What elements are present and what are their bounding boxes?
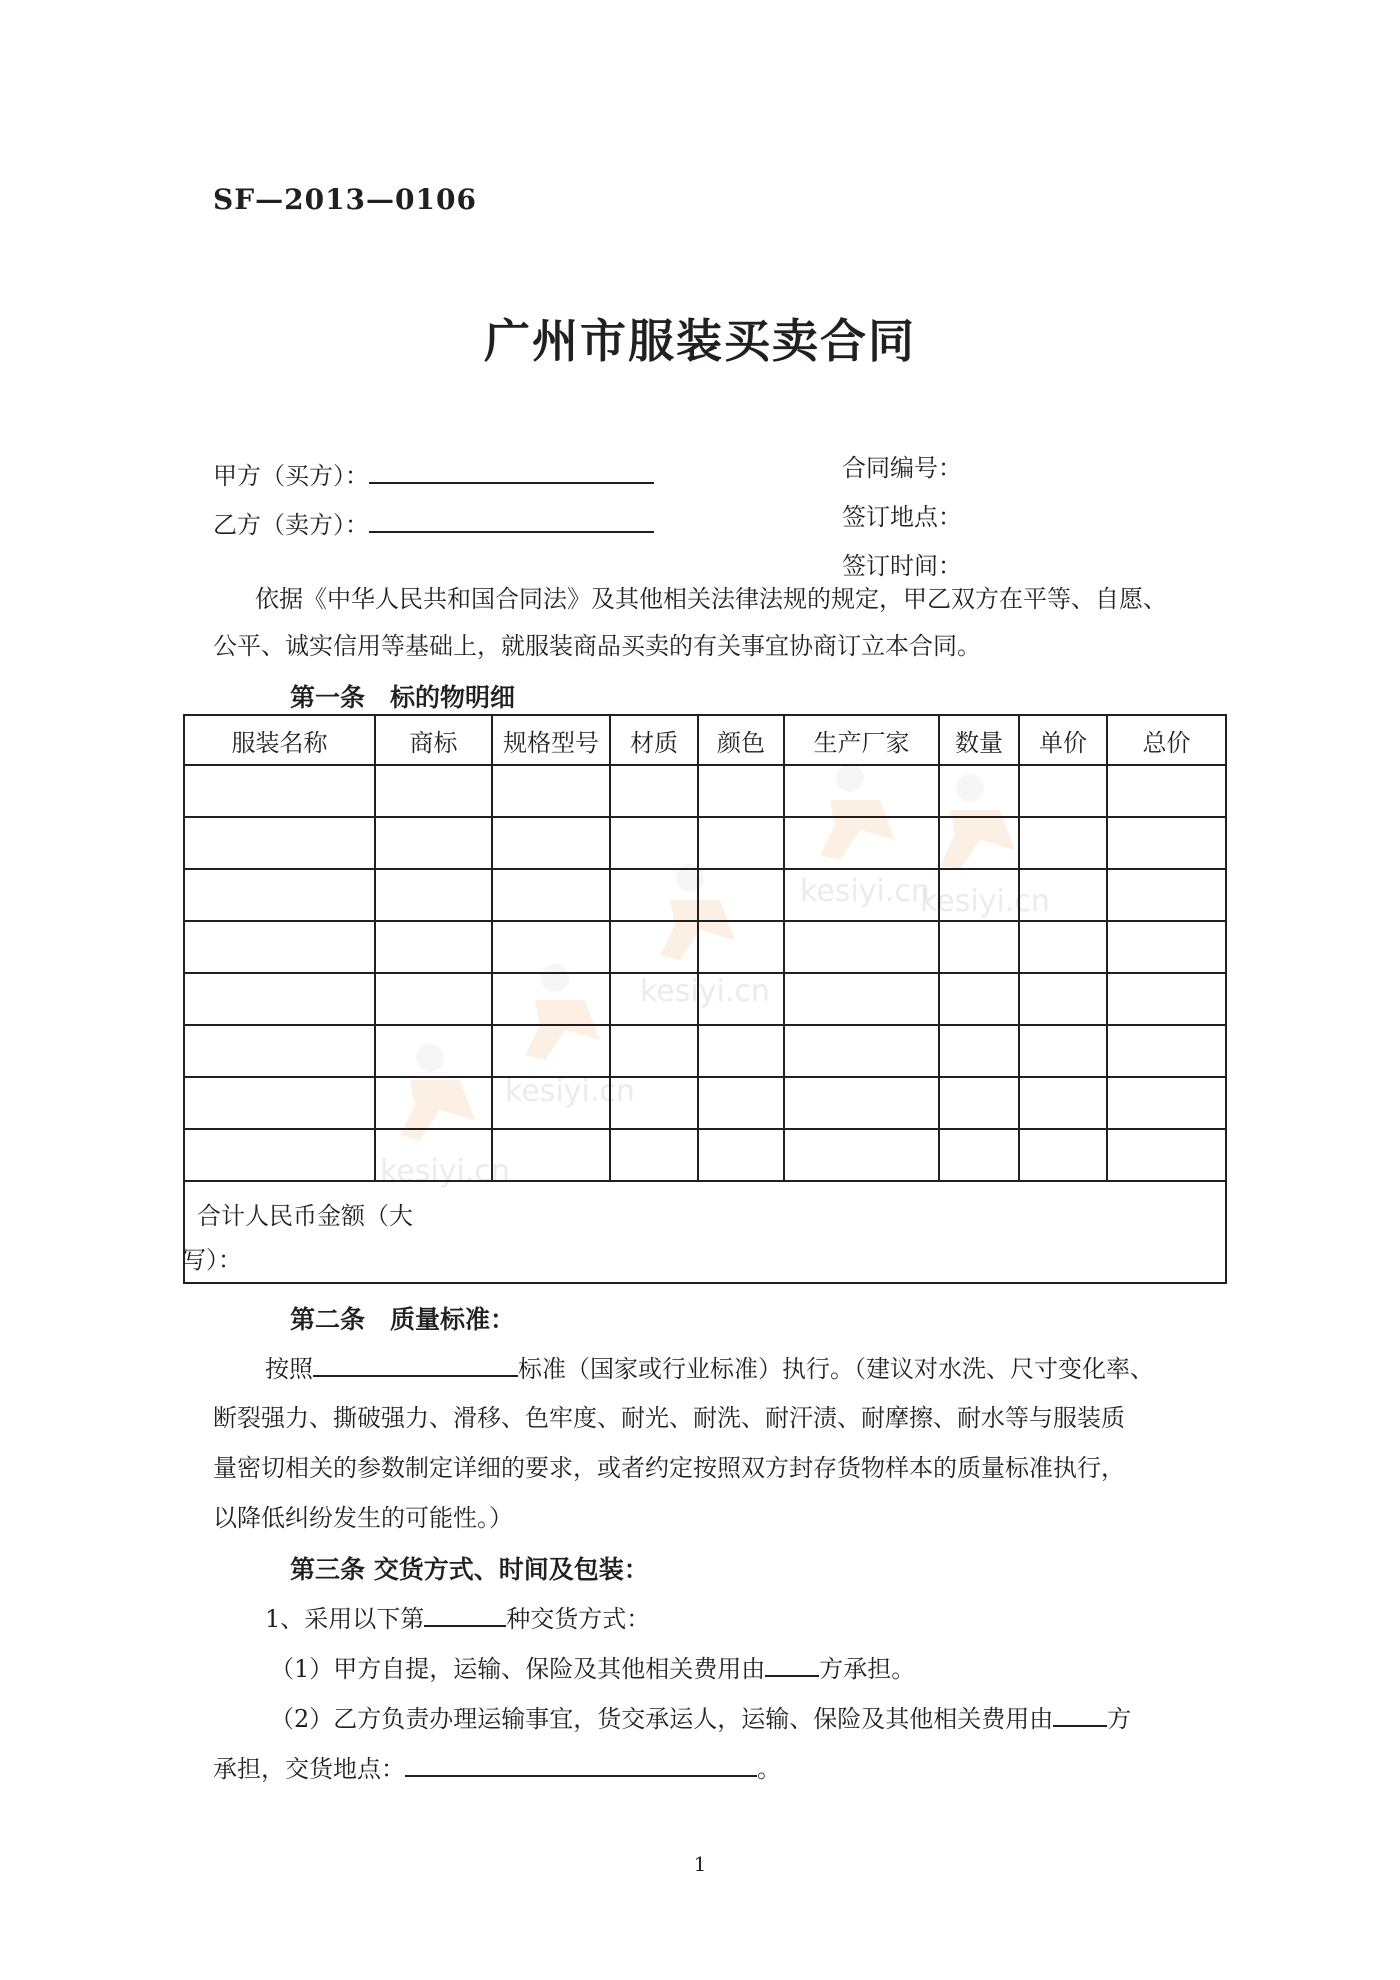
table-cell[interactable] [1019, 817, 1107, 869]
option-2-post: 方 [1107, 1705, 1132, 1733]
table-cell[interactable] [784, 765, 939, 817]
table-cell[interactable] [1019, 1025, 1107, 1077]
table-cell[interactable] [492, 973, 610, 1025]
table-cell[interactable] [939, 973, 1019, 1025]
table-cell[interactable] [698, 1077, 784, 1129]
watermark: kesiyi.cn [505, 960, 635, 1109]
table-row [184, 921, 1226, 973]
party-b-label: 乙方（卖方）： [213, 511, 369, 539]
table-cell[interactable] [492, 921, 610, 973]
col-header-color: 颜色 [698, 715, 784, 765]
table-cell[interactable] [492, 1025, 610, 1077]
table-cell[interactable] [939, 921, 1019, 973]
table-row [184, 1025, 1226, 1077]
table-cell[interactable] [492, 1129, 610, 1181]
table-cell[interactable] [698, 973, 784, 1025]
table-row [184, 1077, 1226, 1129]
standard-field[interactable] [313, 1353, 518, 1377]
table-cell[interactable] [610, 1025, 698, 1077]
table-cell[interactable] [698, 921, 784, 973]
watermark: kesiyi.cn [640, 860, 770, 1009]
table-cell[interactable] [375, 1077, 492, 1129]
table-cell[interactable] [375, 765, 492, 817]
table-cell[interactable] [1107, 1129, 1226, 1181]
col-header-unit-price: 单价 [1019, 715, 1107, 765]
table-cell[interactable] [610, 921, 698, 973]
table-cell[interactable] [375, 869, 492, 921]
total-row [184, 1181, 1226, 1283]
col-header-name: 服装名称 [184, 715, 375, 765]
page-number: 1 [693, 1852, 707, 1876]
table-cell[interactable] [492, 817, 610, 869]
option-2-party-field[interactable] [1053, 1703, 1107, 1727]
party-b-row [213, 509, 654, 540]
table-cell[interactable] [184, 869, 375, 921]
party-a-row [213, 460, 654, 491]
table-cell[interactable] [698, 1025, 784, 1077]
article-2-line-4: 以降低纠纷发生的可能性。） [213, 1504, 513, 1532]
table-cell[interactable] [492, 1077, 610, 1129]
total-amount-label-line-2: 写）： [182, 1246, 242, 1274]
col-header-material: 材质 [610, 715, 698, 765]
table-cell[interactable] [1019, 869, 1107, 921]
table-cell[interactable] [375, 973, 492, 1025]
watermark: kesiyi.cn [800, 760, 930, 909]
table-cell[interactable] [375, 1025, 492, 1077]
table-cell[interactable] [610, 973, 698, 1025]
delivery-method-field[interactable] [424, 1603, 506, 1627]
option-2-line-2-post: 。 [757, 1755, 781, 1783]
article-2-post: 标准（国家或行业标准）执行。（建议对水洗、尺寸变化率、 [518, 1355, 1154, 1383]
table-cell[interactable] [492, 765, 610, 817]
article-2-pre: 按照 [265, 1355, 313, 1383]
table-cell[interactable] [784, 1077, 939, 1129]
intro-line-2: 公平、诚实信用等基础上，就服装商品买卖的有关事宜协商订立本合同。 [213, 632, 981, 660]
table-header-row [184, 715, 1226, 765]
table-cell[interactable] [784, 869, 939, 921]
table-cell[interactable] [698, 765, 784, 817]
option-1-line [270, 1653, 915, 1684]
option-2-line-2 [213, 1753, 781, 1784]
option-2-line-1 [270, 1703, 1131, 1734]
option-2-line-2-pre: 承担，交货地点： [213, 1755, 405, 1783]
delivery-place-field[interactable] [405, 1753, 757, 1777]
table-row [184, 1129, 1226, 1181]
table-cell[interactable] [1019, 973, 1107, 1025]
table-cell[interactable] [184, 1129, 375, 1181]
table-cell[interactable] [610, 869, 698, 921]
total-amount-label-line-1: 合计人民币金额（大 [197, 1202, 413, 1230]
table-cell[interactable] [1107, 921, 1226, 973]
table-cell[interactable] [1019, 765, 1107, 817]
col-header-spec: 规格型号 [492, 715, 610, 765]
table-cell[interactable] [1107, 765, 1226, 817]
table-cell[interactable] [492, 869, 610, 921]
party-a-label: 甲方（买方）： [213, 462, 369, 490]
item-1-post: 种交货方式： [506, 1605, 651, 1633]
article-2-line-3: 量密切相关的参数制定详细的要求，或者约定按照双方封存货物样本的质量标准执行， [213, 1454, 1125, 1482]
party-b-field[interactable] [369, 509, 654, 533]
total-amount-cell[interactable] [184, 1181, 1226, 1283]
table-cell[interactable] [184, 1077, 375, 1129]
table-cell[interactable] [1107, 869, 1226, 921]
table-cell[interactable] [375, 1129, 492, 1181]
table-cell[interactable] [610, 1129, 698, 1181]
watermark: kesiyi.cn [380, 1040, 510, 1189]
table-cell[interactable] [784, 921, 939, 973]
option-1-party-field[interactable] [765, 1653, 819, 1677]
article-1-heading: 第一条 标的物明细 [290, 683, 516, 712]
table-cell[interactable] [610, 817, 698, 869]
table-cell[interactable] [1019, 1129, 1107, 1181]
table-cell[interactable] [1107, 973, 1226, 1025]
table-cell[interactable] [784, 1025, 939, 1077]
goods-table [183, 714, 1227, 1284]
party-a-field[interactable] [369, 460, 654, 484]
table-cell[interactable] [1107, 1077, 1226, 1129]
table-cell[interactable] [1107, 817, 1226, 869]
option-2-pre: （2）乙方负责办理运输事宜，货交承运人，运输、保险及其他相关费用由 [270, 1705, 1054, 1733]
table-cell[interactable] [784, 973, 939, 1025]
table-cell[interactable] [184, 1025, 375, 1077]
table-cell[interactable] [939, 817, 1019, 869]
table-cell[interactable] [939, 1129, 1019, 1181]
table-cell[interactable] [784, 817, 939, 869]
table-cell[interactable] [375, 817, 492, 869]
table-cell[interactable] [375, 921, 492, 973]
table-row [184, 817, 1226, 869]
table-cell[interactable] [698, 817, 784, 869]
table-row [184, 869, 1226, 921]
table-cell[interactable] [939, 1077, 1019, 1129]
document-code: SF—2013—0106 [213, 183, 477, 216]
table-cell[interactable] [184, 921, 375, 973]
col-header-total-price: 总价 [1107, 715, 1226, 765]
table-row [184, 973, 1226, 1025]
article-2-heading: 第二条 质量标准： [290, 1305, 516, 1334]
table-cell[interactable] [939, 1025, 1019, 1077]
item-1-pre: 1、采用以下第 [265, 1605, 425, 1633]
table-cell[interactable] [698, 869, 784, 921]
article-2-line-1 [265, 1353, 1154, 1384]
article-3-heading: 第三条 交货方式、时间及包装： [290, 1555, 649, 1584]
table-cell[interactable] [1019, 921, 1107, 973]
sign-place-label: 签订地点： [842, 503, 962, 531]
table-cell[interactable] [610, 765, 698, 817]
table-cell[interactable] [1107, 1025, 1226, 1077]
option-1-pre: （1）甲方自提，运输、保险及其他相关费用由 [270, 1655, 766, 1683]
table-cell[interactable] [184, 765, 375, 817]
article-2-line-2: 断裂强力、撕破强力、滑移、色牢度、耐光、耐洗、耐汗渍、耐摩擦、耐水等与服装质 [213, 1404, 1125, 1432]
option-1-post: 方承担。 [819, 1655, 916, 1683]
table-cell[interactable] [939, 869, 1019, 921]
item-1-line [265, 1603, 650, 1634]
col-header-brand: 商标 [375, 715, 492, 765]
table-cell[interactable] [184, 817, 375, 869]
table-cell[interactable] [939, 765, 1019, 817]
table-cell[interactable] [698, 1129, 784, 1181]
sign-time-label: 签订时间： [842, 552, 962, 580]
page-title: 广州市服装买卖合同 [484, 314, 916, 368]
col-header-quantity: 数量 [939, 715, 1019, 765]
watermark: kesiyi.cn [920, 770, 1050, 919]
table-cell[interactable] [1019, 1077, 1107, 1129]
contract-number-label: 合同编号： [842, 454, 962, 482]
table-cell[interactable] [184, 973, 375, 1025]
col-header-manufacturer: 生产厂家 [784, 715, 939, 765]
intro-line-1: 依据《中华人民共和国合同法》及其他相关法律法规的规定，甲乙双方在平等、自愿、 [255, 585, 1167, 613]
table-cell[interactable] [610, 1077, 698, 1129]
table-row [184, 765, 1226, 817]
table-cell[interactable] [784, 1129, 939, 1181]
